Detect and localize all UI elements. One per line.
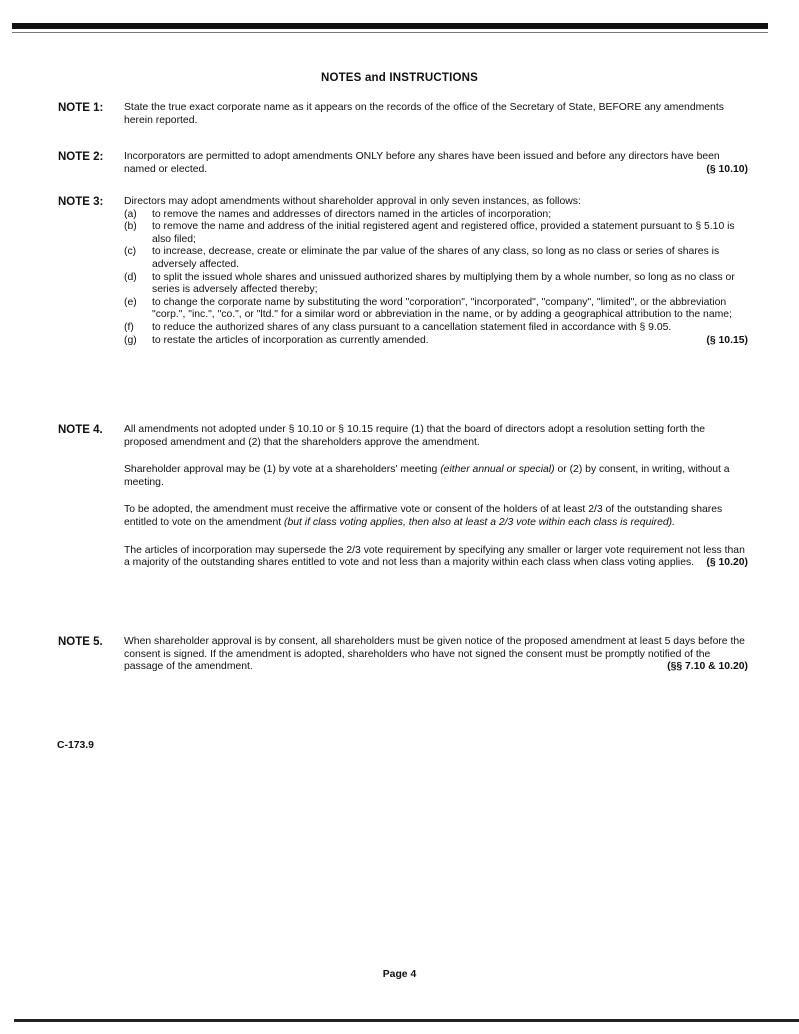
note-body: [124, 424, 748, 570]
form-number: C-173.9: [57, 740, 94, 751]
page-title: NOTES and INSTRUCTIONS: [320, 72, 479, 84]
list-item: (d) to split the issued whole shares and unissued authorized shares by multiplying them by a whole number, so long as no class or series is adversely affected thereby;: [124, 271, 735, 296]
list-item: (f) to reduce the authorized shares of any class pursuant to a cancellation statement filed in accordance with § 9.05.: [124, 321, 672, 333]
statute-ref: (§ 10.10): [706, 163, 748, 175]
note-paragraph: All amendments not adopted under § 10.10 or § 10.15 require (1) that the board of directors adopt a resolution setting forth the proposed amendment and (2) that the shareholders approve the amendment.: [124, 424, 706, 448]
note-label: NOTE 1:: [58, 102, 104, 114]
statute-ref: (§ 10.20): [706, 557, 748, 569]
note-label: NOTE 4.: [58, 424, 103, 436]
note-paragraph: The articles of incorporation may supersede the 2/3 vote requirement by specifying any smaller or larger vote requirement not less than a majority of the outstanding shares entitled to vote and not less than a majority within each class when class voting applies. (§ 10.20): [124, 544, 748, 569]
note-paragraph: Shareholder approval may be (1) by vote at a shareholders' meeting (either annual or special) or (2) by consent, in writing, without a meeting.: [124, 464, 730, 488]
note-body: [124, 636, 748, 674]
note-body: [124, 102, 748, 127]
note-text: When shareholder approval is by consent, all shareholders must be given notice of the proposed amendment at least 5 days before the consent is signed. If the amendment is adopted, shareholders who have not signed the consent must be promptly notified of the passage of the amendment. (§§ 7.10 & 10.20): [124, 636, 748, 673]
top-rule-thin: [12, 32, 768, 33]
note-body: [124, 151, 748, 176]
note-text: Incorporators are permitted to adopt amendments ONLY before any shares have been issued and before any directors have been named or elected. (§ 10.10): [124, 151, 748, 175]
list-item: (b) to remove the name and address of the initial registered agent and registered office, provided a statement pursuant to § 5.10 is also filed;: [124, 221, 735, 245]
note-intro: Directors may adopt amendments without shareholder approval in only seven instances, as follows:: [124, 196, 581, 207]
list-item: (a) to remove the names and addresses of directors named in the articles of incorporation;: [124, 208, 552, 220]
list-item: (g) to restate the articles of incorporation as currently amended. (§ 10.15): [124, 334, 748, 346]
statute-ref: (§§ 7.10 & 10.20): [667, 661, 748, 673]
note-label: NOTE 3:: [58, 196, 104, 208]
note-body: [124, 196, 748, 347]
bottom-rule: [14, 1019, 799, 1022]
list-item: (c) to increase, decrease, create or eliminate the par value of the shares of any class, so long as no class or series of shares is adversely affected.: [124, 246, 720, 270]
page-number: Page 4: [382, 969, 417, 980]
note-label: NOTE 2:: [58, 151, 104, 163]
note-paragraph: To be adopted, the amendment must receive the affirmative vote or consent of the holders of at least 2/3 of the outstanding shares entitled to vote on the amendment (but if class voting applies, then also at least a 2/3 vote within each class is required).: [124, 504, 723, 528]
top-rule: [12, 23, 768, 29]
note-text: State the true exact corporate name as it appears on the records of the office of the Secretary of State, BEFORE any amendments herein reported.: [124, 102, 724, 126]
list-item: (e) to change the corporate name by substituting the word "corporation", "incorporated", "company", "limited", or the abbreviation "corp.", "inc.", "co.", or "ltd." for a similar word or abbreviation in the name, or by adding a geographical attribution to the name;: [124, 296, 732, 321]
instance-list: [124, 209, 748, 348]
statute-ref: (§ 10.15): [706, 334, 748, 346]
note-label: NOTE 5.: [58, 636, 103, 648]
